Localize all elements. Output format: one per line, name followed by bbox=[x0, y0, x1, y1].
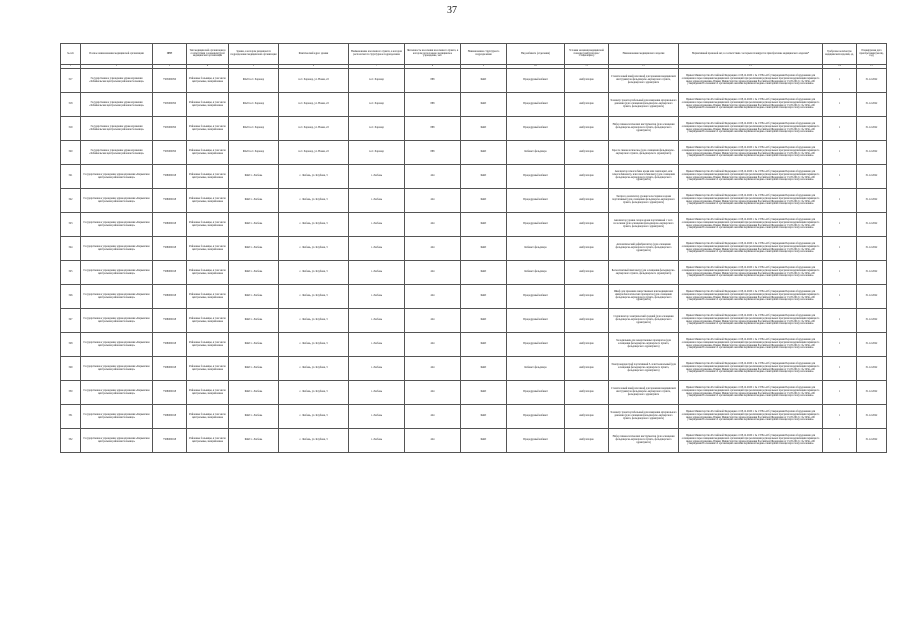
subdivision-cell: ФАП bbox=[461, 213, 507, 237]
population-cell: 424 bbox=[405, 405, 461, 429]
care-conditions-cell: Амбулаторно bbox=[565, 237, 609, 261]
inn-cell: 7505000050 bbox=[153, 117, 187, 141]
planned-date-cell: 31.12.2022 bbox=[857, 381, 887, 405]
quantity-cell: 1 bbox=[823, 357, 857, 381]
inn-cell: 7508000018 bbox=[153, 357, 187, 381]
legal-act-cell: Приказ Министерства Российской Федерации от 08.12.2020 г. № 1378н «Об утверждении Перечня оборудования для оснащения и переоснащения медицинских организаций при реализации региональных программ модернизации первичного звена здравоохранения» Приказ Министерства здравоохранения Российской Федерации от 15.05.2012 г. № 543н «Об утверждении Положения об организации оказания первичной медико-санитарной помощи взрослому населению» bbox=[679, 333, 823, 357]
table-row bbox=[61, 189, 887, 213]
care-conditions-cell: Амбулаторно bbox=[565, 189, 609, 213]
inn-cell: 7508000018 bbox=[153, 405, 187, 429]
column-number: 10 bbox=[507, 65, 565, 69]
organization-type-cell: Районные больницы, в том числе центральные, межрайонные bbox=[187, 141, 229, 165]
population-cell: 424 bbox=[405, 357, 461, 381]
subdivision-cell: ФАП bbox=[461, 309, 507, 333]
column-number: 3 bbox=[153, 65, 187, 69]
column-header: Наименование населенного пункта, в котором располагается структурное подразделение bbox=[349, 44, 405, 65]
organization-type-cell: Районные больницы, в том числе центральные, межрайонные bbox=[187, 69, 229, 93]
device-name-cell: Набор гинекологических инструментов (для оснащения фельдшерско-акушерского пункта, фельдшерского здравпункта) bbox=[609, 429, 679, 453]
device-name-cell: Стоматоловый шкаф или шкаф для хранения медицинских инструментов фельдшерско-акушерского пункта, фельдшерского здравпункта bbox=[609, 69, 679, 93]
settlement-cell: с. Любовь bbox=[349, 429, 405, 453]
organization-name-cell: Государственное учреждение здравоохранения «Карымская центральная районная больница» bbox=[81, 189, 153, 213]
settlement-cell: с. Любовь bbox=[349, 285, 405, 309]
population-cell: 424 bbox=[405, 285, 461, 309]
legal-act-cell: Приказ Министерства Российской Федерации от 08.12.2020 г. № 1378н «Об утверждении Перечня оборудования для оснащения и переоснащения медицинских организаций при реализации региональных программ модернизации первичного звена здравоохранения» Приказ Министерства здравоохранения Российской Федерации от 15.05.2012 г. № 543н «Об утверждении Положения об организации оказания первичной медико-санитарной помощи взрослому населению» bbox=[679, 117, 823, 141]
organization-type-cell: Районные больницы, в том числе центральные, межрайонные bbox=[187, 381, 229, 405]
settlement-cell: с. Любовь bbox=[349, 165, 405, 189]
table-row bbox=[61, 285, 887, 309]
subdivision-cell: ФАП bbox=[461, 261, 507, 285]
care-conditions-cell: Амбулаторно bbox=[565, 141, 609, 165]
organization-type-cell: Районные больницы, в том числе центральные, межрайонные bbox=[187, 165, 229, 189]
building-cell: ФАП с. Любовь bbox=[229, 285, 279, 309]
planned-date-cell: 31.12.2022 bbox=[857, 189, 887, 213]
cabinet-type-cell: Процедурный кабинет bbox=[507, 429, 565, 453]
subdivision-cell: ФАП bbox=[461, 117, 507, 141]
inn-cell: 7508000018 bbox=[153, 261, 187, 285]
row-number-cell: 325 bbox=[61, 261, 81, 285]
column-header: Условия оказания медицинской помощи (Амбулаторно/Стационарно) bbox=[565, 44, 609, 65]
cabinet-type-cell: Кабинет фельдшера bbox=[507, 237, 565, 261]
device-name-cell: Анализатор гемоглобина крови или гематокрит, или гемоглобинометр, или гемоглобинометр (для оснащения фельдшерско-акушерского пункта, фельдшерского здравпункта) bbox=[609, 165, 679, 189]
address-cell: п.ст. Харанор, ул. Новая, 22 bbox=[279, 141, 349, 165]
planned-date-cell: 31.12.2022 bbox=[857, 405, 887, 429]
column-header: Наименование медицинского изделия bbox=[609, 44, 679, 65]
cabinet-type-cell: Процедурный кабинет bbox=[507, 333, 565, 357]
planned-date-cell: 31.12.2022 bbox=[857, 213, 887, 237]
address-cell: п.ст. Харанор, ул. Новая, 22 bbox=[279, 117, 349, 141]
cabinet-type-cell: Процедурный кабинет bbox=[507, 69, 565, 93]
column-header: Требуемое количество медицинских изделий, ед. bbox=[823, 44, 857, 65]
row-number-cell: 320 bbox=[61, 141, 81, 165]
legal-act-cell: Приказ Министерства Российской Федерации от 08.12.2020 г. № 1378н «Об утверждении Перечня оборудования для оснащения и переоснащения медицинских организаций при реализации региональных программ модернизации первичного звена здравоохранения» Приказ Министерства здравоохранения Российской Федерации от 15.05.2012 г. № 543н «Об утверждении Положения об организации оказания первичной медико-санитарной помощи взрослому населению» bbox=[679, 189, 823, 213]
cabinet-type-cell: Процедурный кабинет bbox=[507, 381, 565, 405]
column-number: 6 bbox=[279, 65, 349, 69]
legal-act-cell: Приказ Министерства Российской Федерации от 08.12.2020 г. № 1378н «Об утверждении Перечня оборудования для оснащения и переоснащения медицинских организаций при реализации региональных программ модернизации первичного звена здравоохранения» Приказ Министерства здравоохранения Российской Федерации от 15.05.2012 г. № 543н «Об утверждении Положения об организации оказания первичной медико-санитарной помощи взрослому населению» bbox=[679, 93, 823, 117]
inn-cell: 7508000018 bbox=[153, 309, 187, 333]
quantity-cell: 1 bbox=[823, 93, 857, 117]
address-cell: п.ст. Харанор, ул. Новая, 22 bbox=[279, 93, 349, 117]
column-header: Нормативный правовой акт, в соответствии с которым планируется приобретение медицинского изделия* bbox=[679, 44, 823, 65]
organization-name-cell: Государственное учреждение здравоохранения «Карымская центральная районная больница» bbox=[81, 285, 153, 309]
table-row bbox=[61, 429, 887, 453]
cabinet-type-cell: Кабинет фельдшера bbox=[507, 357, 565, 381]
building-cell: ФАП п.ст. Харанор bbox=[229, 69, 279, 93]
settlement-cell: с. Любовь bbox=[349, 213, 405, 237]
address-cell: с. Любовь, ул. Клубная, 3 bbox=[279, 357, 349, 381]
planned-date-cell: 31.12.2022 bbox=[857, 357, 887, 381]
care-conditions-cell: Амбулаторно bbox=[565, 309, 609, 333]
organization-name-cell: Государственное учреждение здравоохранения «Карымская центральная районная больница» bbox=[81, 165, 153, 189]
settlement-cell: п.ст. Харанор bbox=[349, 93, 405, 117]
quantity-cell: 1 bbox=[823, 405, 857, 429]
address-cell: с. Любовь, ул. Клубная, 3 bbox=[279, 261, 349, 285]
building-cell: ФАП п.ст. Харанор bbox=[229, 117, 279, 141]
row-number-cell: 322 bbox=[61, 189, 81, 213]
building-cell: ФАП с. Любовь bbox=[229, 429, 279, 453]
address-cell: с. Любовь, ул. Клубная, 3 bbox=[279, 213, 349, 237]
planned-date-cell: 31.12.2022 bbox=[857, 429, 887, 453]
settlement-cell: с. Любовь bbox=[349, 357, 405, 381]
population-cell: 424 bbox=[405, 381, 461, 405]
column-number: 2 bbox=[81, 65, 153, 69]
organization-type-cell: Районные больницы, в том числе центральные, межрайонные bbox=[187, 333, 229, 357]
device-name-cell: Стерилизатор электрический средний (для оснащения фельдшерско-акушерского пункта, фельдшерского здравпункта) bbox=[609, 309, 679, 333]
cabinet-type-cell: Процедурный кабинет bbox=[507, 405, 565, 429]
inn-cell: 7505000050 bbox=[153, 69, 187, 93]
building-cell: ФАП с. Любовь bbox=[229, 237, 279, 261]
legal-act-cell: Приказ Министерства Российской Федерации от 08.12.2020 г. № 1378н «Об утверждении Перечня оборудования для оснащения и переоснащения медицинских организаций при реализации региональных программ модернизации первичного звена здравоохранения» Приказ Министерства здравоохранения Российской Федерации от 15.05.2012 г. № 543н «Об утверждении Положения об организации оказания первичной медико-санитарной помощи взрослому населению» bbox=[679, 309, 823, 333]
organization-name-cell: Государственное учреждение здравоохранения «Забайкальская центральная районная больница» bbox=[81, 117, 153, 141]
population-cell: 424 bbox=[405, 333, 461, 357]
organization-name-cell: Государственное учреждение здравоохранения «Карымская центральная районная больница» bbox=[81, 261, 153, 285]
organization-name-cell: Государственное учреждение здравоохранения «Карымская центральная районная больница» bbox=[81, 405, 153, 429]
cabinet-type-cell: Кабинет фельдшера bbox=[507, 261, 565, 285]
quantity-cell: 1 bbox=[823, 285, 857, 309]
legal-act-cell: Приказ Министерства Российской Федерации от 08.12.2020 г. № 1378н «Об утверждении Перечня оборудования для оснащения и переоснащения медицинских организаций при реализации региональных программ модернизации первичного звена здравоохранения» Приказ Министерства здравоохранения Российской Федерации от 15.05.2012 г. № 543н «Об утверждении Положения об организации оказания первичной медико-санитарной помощи взрослому населению» bbox=[679, 141, 823, 165]
inn-cell: 7508000018 bbox=[153, 333, 187, 357]
quantity-cell: 1 bbox=[823, 165, 857, 189]
population-cell: 424 bbox=[405, 189, 461, 213]
quantity-cell: 1 bbox=[823, 429, 857, 453]
address-cell: с. Любовь, ул. Клубная, 3 bbox=[279, 333, 349, 357]
inn-cell: 7508000018 bbox=[153, 213, 187, 237]
subdivision-cell: ФАП bbox=[461, 405, 507, 429]
table-row bbox=[61, 309, 887, 333]
inn-cell: 7508000018 bbox=[153, 189, 187, 213]
table-row bbox=[61, 117, 887, 141]
row-number-cell: 331 bbox=[61, 405, 81, 429]
care-conditions-cell: Амбулаторно bbox=[565, 357, 609, 381]
inn-cell: 7508000018 bbox=[153, 165, 187, 189]
organization-type-cell: Районные больницы, в том числе центральные, межрайонные bbox=[187, 213, 229, 237]
organization-type-cell: Районные больницы, в том числе центральные, межрайонные bbox=[187, 405, 229, 429]
planned-date-cell: 31.12.2022 bbox=[857, 285, 887, 309]
address-cell: с. Любовь, ул. Клубная, 3 bbox=[279, 381, 349, 405]
care-conditions-cell: Амбулаторно bbox=[565, 405, 609, 429]
cabinet-type-cell: Процедурный кабинет bbox=[507, 165, 565, 189]
header-row bbox=[61, 44, 887, 65]
care-conditions-cell: Амбулаторно bbox=[565, 69, 609, 93]
cabinet-type-cell: Процедурный кабинет bbox=[507, 189, 565, 213]
inn-cell: 7508000018 bbox=[153, 429, 187, 453]
building-cell: ФАП с. Любовь bbox=[229, 309, 279, 333]
settlement-cell: с. Любовь bbox=[349, 333, 405, 357]
legal-act-cell: Приказ Министерства Российской Федерации от 08.12.2020 г. № 1378н «Об утверждении Перечня оборудования для оснащения и переоснащения медицинских организаций при реализации региональных программ модернизации первичного звена здравоохранения» Приказ Министерства здравоохранения Российской Федерации от 15.05.2012 г. № 543н «Об утверждении Положения об организации оказания первичной медико-санитарной помощи взрослому населению» bbox=[679, 237, 823, 261]
building-cell: ФАП с. Любовь bbox=[229, 357, 279, 381]
planned-date-cell: 31.12.2022 bbox=[857, 141, 887, 165]
inn-cell: 7508000018 bbox=[153, 237, 187, 261]
inn-cell: 7505000050 bbox=[153, 141, 187, 165]
column-header: ИНН bbox=[153, 44, 187, 65]
column-number: 12 bbox=[609, 65, 679, 69]
device-name-cell: Анализатор уровня сахара крови портативный с тест-полосками (для оснащения фельдшерско-акушерского пункта, фельдшерского здравпункта) bbox=[609, 213, 679, 237]
legal-act-cell: Приказ Министерства Российской Федерации от 08.12.2020 г. № 1378н «Об утверждении Перечня оборудования для оснащения и переоснащения медицинских организаций при реализации региональных программ модернизации первичного звена здравоохранения» Приказ Министерства здравоохранения Российской Федерации от 15.05.2012 г. № 543н «Об утверждении Положения об организации оказания первичной медико-санитарной помощи взрослому населению» bbox=[679, 69, 823, 93]
subdivision-cell: ФАП bbox=[461, 429, 507, 453]
settlement-cell: с. Любовь bbox=[349, 381, 405, 405]
quantity-cell: 1 bbox=[823, 69, 857, 93]
subdivision-cell: ФАП bbox=[461, 189, 507, 213]
organization-name-cell: Государственное учреждение здравоохранения «Карымская центральная районная больница» bbox=[81, 309, 153, 333]
table-row bbox=[61, 357, 887, 381]
table-row bbox=[61, 261, 887, 285]
care-conditions-cell: Амбулаторно bbox=[565, 213, 609, 237]
subdivision-cell: ФАП bbox=[461, 165, 507, 189]
row-number-cell: 321 bbox=[61, 165, 81, 189]
address-cell: с. Любовь, ул. Клубная, 3 bbox=[279, 405, 349, 429]
legal-act-cell: Приказ Министерства Российской Федерации от 08.12.2020 г. № 1378н «Об утверждении Перечня оборудования для оснащения и переоснащения медицинских организаций при реализации региональных программ модернизации первичного звена здравоохранения» Приказ Министерства здравоохранения Российской Федерации от 15.05.2012 г. № 543н «Об утверждении Положения об организации оказания первичной медико-санитарной помощи взрослому населению» bbox=[679, 357, 823, 381]
table-row bbox=[61, 333, 887, 357]
row-number-cell: 324 bbox=[61, 237, 81, 261]
device-name-cell: Набор гинекологических инструментов (для оснащения фельдшерско-акушерского пункта, фельдшерского здравпункта) bbox=[609, 117, 679, 141]
organization-name-cell: Государственное учреждение здравоохранения «Забайкальская центральная районная больница» bbox=[81, 69, 153, 93]
table-row bbox=[61, 93, 887, 117]
subdivision-cell: ФАП bbox=[461, 333, 507, 357]
row-number-cell: 317 bbox=[61, 69, 81, 93]
settlement-cell: п.ст. Харанор bbox=[349, 141, 405, 165]
column-number: 9 bbox=[461, 65, 507, 69]
settlement-cell: с. Любовь bbox=[349, 237, 405, 261]
column-header: Численность населения населенного пункта, в котором расположено медицинское учреждение, чел. bbox=[405, 44, 461, 65]
row-number-cell: 327 bbox=[61, 309, 81, 333]
settlement-cell: п.ст. Харанор bbox=[349, 117, 405, 141]
page-number: 37 bbox=[447, 5, 457, 16]
care-conditions-cell: Амбулаторно bbox=[565, 93, 609, 117]
population-cell: 424 bbox=[405, 309, 461, 333]
column-header: Планируемая дата приобретения (месяц, год) bbox=[857, 44, 887, 65]
row-number-cell: 319 bbox=[61, 117, 81, 141]
population-cell: 888 bbox=[405, 117, 461, 141]
population-cell: 424 bbox=[405, 261, 461, 285]
settlement-cell: с. Любовь bbox=[349, 261, 405, 285]
address-cell: с. Любовь, ул. Клубная, 3 bbox=[279, 165, 349, 189]
column-header: Фактический адрес здания bbox=[279, 44, 349, 65]
column-header: Полное наименование медицинской организации bbox=[81, 44, 153, 65]
quantity-cell: 1 bbox=[823, 309, 857, 333]
table-row bbox=[61, 141, 887, 165]
organization-type-cell: Районные больницы, в том числе центральные, межрайонные bbox=[187, 357, 229, 381]
table-row bbox=[61, 405, 887, 429]
row-number-cell: 332 bbox=[61, 429, 81, 453]
planned-date-cell: 31.12.2022 bbox=[857, 309, 887, 333]
row-number-cell: 329 bbox=[61, 357, 81, 381]
table-row bbox=[61, 381, 887, 405]
organization-type-cell: Районные больницы, в том числе центральные, межрайонные bbox=[187, 309, 229, 333]
table-row bbox=[61, 213, 887, 237]
organization-type-cell: Районные больницы, в том числе центральные, межрайонные bbox=[187, 237, 229, 261]
population-cell: 424 bbox=[405, 429, 461, 453]
cabinet-type-cell: Кабинет фельдшера bbox=[507, 141, 565, 165]
legal-act-cell: Приказ Министерства Российской Федерации от 08.12.2020 г. № 1378н «Об утверждении Перечня оборудования для оснащения и переоснащения медицинских организаций при реализации региональных программ модернизации первичного звена здравоохранения» Приказ Министерства здравоохранения Российской Федерации от 15.05.2012 г. № 543н «Об утверждении Положения об организации оказания первичной медико-санитарной помощи взрослому населению» bbox=[679, 285, 823, 309]
address-cell: с. Любовь, ул. Клубная, 3 bbox=[279, 285, 349, 309]
organization-name-cell: Государственное учреждение здравоохранения «Карымская центральная районная больница» bbox=[81, 237, 153, 261]
organization-name-cell: Государственное учреждение здравоохранения «Забайкальская центральная районная больница» bbox=[81, 141, 153, 165]
planned-date-cell: 31.12.2022 bbox=[857, 261, 887, 285]
column-header: Наименование структурного подразделения bbox=[461, 44, 507, 65]
building-cell: ФАП с. Любовь bbox=[229, 189, 279, 213]
legal-act-cell: Приказ Министерства Российской Федерации от 08.12.2020 г. № 1378н «Об утверждении Перечня оборудования для оснащения и переоснащения медицинских организаций при реализации региональных программ модернизации первичного звена здравоохранения» Приказ Министерства здравоохранения Российской Федерации от 15.05.2012 г. № 543н «Об утверждении Положения об организации оказания первичной медико-санитарной помощи взрослому населению» bbox=[679, 429, 823, 453]
device-name-cell: Тонометр транспортабельный для измерения артериального давления (для оснащения фельдшерско-акушерского пункта, фельдшерского здравпункта) bbox=[609, 93, 679, 117]
address-cell: с. Любовь, ул. Клубная, 3 bbox=[279, 309, 349, 333]
address-cell: с. Любовь, ул. Клубная, 3 bbox=[279, 429, 349, 453]
population-cell: 888 bbox=[405, 69, 461, 93]
cabinet-type-cell: Процедурный кабинет bbox=[507, 117, 565, 141]
care-conditions-cell: Амбулаторно bbox=[565, 333, 609, 357]
organization-type-cell: Районные больницы, в том числе центральные, межрайонные bbox=[187, 261, 229, 285]
row-number-cell: 323 bbox=[61, 213, 81, 237]
planned-date-cell: 31.12.2022 bbox=[857, 165, 887, 189]
legal-act-cell: Приказ Министерства Российской Федерации от 08.12.2020 г. № 1378н «Об утверждении Перечня оборудования для оснащения и переоснащения медицинских организаций при реализации региональных программ модернизации первичного звена здравоохранения» Приказ Министерства здравоохранения Российской Федерации от 15.05.2012 г. № 543н «Об утверждении Положения об организации оказания первичной медико-санитарной помощи взрослому населению» bbox=[679, 381, 823, 405]
planned-date-cell: 31.12.2022 bbox=[857, 69, 887, 93]
column-header: Вид кабинета (отделения) bbox=[507, 44, 565, 65]
subdivision-cell: ФАП bbox=[461, 69, 507, 93]
population-cell: 888 bbox=[405, 93, 461, 117]
column-number: 7 bbox=[349, 65, 405, 69]
building-cell: ФАП с. Любовь bbox=[229, 165, 279, 189]
subdivision-cell: ФАП bbox=[461, 141, 507, 165]
population-cell: 424 bbox=[405, 213, 461, 237]
column-number: 5 bbox=[229, 65, 279, 69]
legal-act-cell: Приказ Министерства Российской Федерации от 08.12.2020 г. № 1378н «Об утверждении Перечня оборудования для оснащения и переоснащения медицинских организаций при реализации региональных программ модернизации первичного звена здравоохранения» Приказ Министерства здравоохранения Российской Федерации от 15.05.2012 г. № 543н «Об утверждении Положения об организации оказания первичной медико-санитарной помощи взрослому населению» bbox=[679, 165, 823, 189]
row-number-cell: 318 bbox=[61, 93, 81, 117]
subdivision-cell: ФАП bbox=[461, 285, 507, 309]
cabinet-type-cell: Процедурный кабинет bbox=[507, 309, 565, 333]
organization-name-cell: Государственное учреждение здравоохранения «Карымская центральная районная больница» bbox=[81, 429, 153, 453]
device-name-cell: Тонометр транспортабельный для измерения артериального давления (для оснащения фельдшерско-акушерского пункта, фельдшерского здравпункта) bbox=[609, 405, 679, 429]
care-conditions-cell: Амбулаторно bbox=[565, 165, 609, 189]
device-name-cell: Шкаф для хранения лекарственных или медицинских иммунобиологических препаратов (для оснащения фельдшерско-акушерского пункта, фельдшерского здравпункта) bbox=[609, 285, 679, 309]
population-cell: 888 bbox=[405, 141, 461, 165]
column-number: 1 bbox=[61, 65, 81, 69]
organization-name-cell: Государственное учреждение здравоохранения «Карымская центральная районная больница» bbox=[81, 213, 153, 237]
building-cell: ФАП с. Любовь bbox=[229, 405, 279, 429]
device-name-cell: Автоматический дефибриллятор (для оснащения фельдшерско-акушерского пункта, фельдшерского здравпункта) bbox=[609, 237, 679, 261]
organization-type-cell: Районные больницы, в том числе центральные, межрайонные bbox=[187, 285, 229, 309]
subdivision-cell: ФАП bbox=[461, 237, 507, 261]
table-row bbox=[61, 237, 887, 261]
device-name-cell: Холодильник для лекарственных препаратов (для оснащения фельдшерско-акушерского пункта, фельдшерского здравпункта) bbox=[609, 333, 679, 357]
building-cell: ФАП п.ст. Харанор bbox=[229, 93, 279, 117]
column-header: № п/п bbox=[61, 44, 81, 65]
organization-name-cell: Государственное учреждение здравоохранения «Карымская центральная районная больница» bbox=[81, 381, 153, 405]
building-cell: ФАП с. Любовь bbox=[229, 381, 279, 405]
population-cell: 424 bbox=[405, 165, 461, 189]
device-name-cell: Электрокардиограф портативный 3- или 6-канальный (для оснащения фельдшерско-акушерского пункта, фельдшерского здравпункта) bbox=[609, 357, 679, 381]
device-name-cell: Кресло гинекологическое (для оснащения фельдшерско-акушерского пункта, фельдшерского здравпункта) bbox=[609, 141, 679, 165]
quantity-cell: 1 bbox=[823, 381, 857, 405]
planned-date-cell: 31.12.2022 bbox=[857, 93, 887, 117]
device-name-cell: Стоматоловый шкаф или шкаф для хранения медицинских инструментов фельдшерско-акушерского пункта, фельдшерского здравпункта bbox=[609, 381, 679, 405]
subdivision-cell: ФАП bbox=[461, 381, 507, 405]
planned-date-cell: 31.12.2022 bbox=[857, 117, 887, 141]
planned-date-cell: 31.12.2022 bbox=[857, 237, 887, 261]
care-conditions-cell: Амбулаторно bbox=[565, 285, 609, 309]
quantity-cell: 1 bbox=[823, 333, 857, 357]
building-cell: ФАП с. Любовь bbox=[229, 261, 279, 285]
table-row bbox=[61, 69, 887, 93]
planned-date-cell: 31.12.2022 bbox=[857, 333, 887, 357]
settlement-cell: с. Любовь bbox=[349, 189, 405, 213]
row-number-cell: 330 bbox=[61, 381, 81, 405]
row-number-cell: 326 bbox=[61, 285, 81, 309]
column-number: 15 bbox=[857, 65, 887, 69]
care-conditions-cell: Амбулаторно bbox=[565, 381, 609, 405]
inn-cell: 7505000050 bbox=[153, 93, 187, 117]
column-number: 8 bbox=[405, 65, 461, 69]
care-conditions-cell: Амбулаторно bbox=[565, 261, 609, 285]
cabinet-type-cell: Процедурный кабинет bbox=[507, 285, 565, 309]
inn-cell: 7508000018 bbox=[153, 381, 187, 405]
row-number-cell: 328 bbox=[61, 333, 81, 357]
cabinet-type-cell: Процедурный кабинет bbox=[507, 93, 565, 117]
address-cell: с. Любовь, ул. Клубная, 3 bbox=[279, 189, 349, 213]
column-number: 13 bbox=[679, 65, 823, 69]
subdivision-cell: ФАП bbox=[461, 357, 507, 381]
legal-act-cell: Приказ Министерства Российской Федерации от 08.12.2020 г. № 1378н «Об утверждении Перечня оборудования для оснащения и переоснащения медицинских организаций при реализации региональных программ модернизации первичного звена здравоохранения» Приказ Министерства здравоохранения Российской Федерации от 15.05.2012 г. № 543н «Об утверждении Положения об организации оказания первичной медико-санитарной помощи взрослому населению» bbox=[679, 213, 823, 237]
organization-type-cell: Районные больницы, в том числе центральные, межрайонные bbox=[187, 429, 229, 453]
organization-type-cell: Районные больницы, в том числе центральные, межрайонные bbox=[187, 93, 229, 117]
device-name-cell: Экспресс-анализатор уровня холестерина в крови портативный (для оснащения фельдшерско-акушерского пункта, фельдшерского здравпункта) bbox=[609, 189, 679, 213]
organization-type-cell: Районные больницы, в том числе центральные, межрайонные bbox=[187, 117, 229, 141]
settlement-cell: с. Любовь bbox=[349, 405, 405, 429]
address-cell: с. Любовь, ул. Клубная, 3 bbox=[279, 237, 349, 261]
building-cell: ФАП с. Любовь bbox=[229, 213, 279, 237]
building-cell: ФАП с. Любовь bbox=[229, 333, 279, 357]
cabinet-type-cell: Процедурный кабинет bbox=[507, 213, 565, 237]
table-body bbox=[61, 69, 887, 453]
table-header bbox=[61, 44, 887, 69]
quantity-cell: 1 bbox=[823, 189, 857, 213]
column-header: Здание, в котором размещается подразделение медицинской организации bbox=[229, 44, 279, 65]
organization-name-cell: Государственное учреждение здравоохранения «Забайкальская центральная районная больница» bbox=[81, 93, 153, 117]
organization-name-cell: Государственное учреждение здравоохранения «Карымская центральная районная больница» bbox=[81, 357, 153, 381]
legal-act-cell: Приказ Министерства Российской Федерации от 08.12.2020 г. № 1378н «Об утверждении Перечня оборудования для оснащения и переоснащения медицинских организаций при реализации региональных программ модернизации первичного звена здравоохранения» Приказ Министерства здравоохранения Российской Федерации от 15.05.2012 г. № 543н «Об утверждении Положения об организации оказания первичной медико-санитарной помощи взрослому населению» bbox=[679, 261, 823, 285]
care-conditions-cell: Амбулаторно bbox=[565, 117, 609, 141]
subdivision-cell: ФАП bbox=[461, 93, 507, 117]
quantity-cell: 1 bbox=[823, 141, 857, 165]
quantity-cell: 1 bbox=[823, 261, 857, 285]
care-conditions-cell: Амбулаторно bbox=[565, 429, 609, 453]
equipment-table bbox=[60, 43, 887, 453]
table-row bbox=[61, 165, 887, 189]
organization-type-cell: Районные больницы, в том числе центральные, межрайонные bbox=[187, 189, 229, 213]
address-cell: п.ст. Харанор, ул. Новая, 22 bbox=[279, 69, 349, 93]
column-number: 14 bbox=[823, 65, 857, 69]
legal-act-cell: Приказ Министерства Российской Федерации от 08.12.2020 г. № 1378н «Об утверждении Перечня оборудования для оснащения и переоснащения медицинских организаций при реализации региональных программ модернизации первичного звена здравоохранения» Приказ Министерства здравоохранения Российской Федерации от 15.05.2012 г. № 543н «Об утверждении Положения об организации оказания первичной медико-санитарной помощи взрослому населению» bbox=[679, 405, 823, 429]
organization-name-cell: Государственное учреждение здравоохранения «Карымская центральная районная больница» bbox=[81, 333, 153, 357]
quantity-cell: 1 bbox=[823, 213, 857, 237]
column-number: 11 bbox=[565, 65, 609, 69]
quantity-cell: 1 bbox=[823, 117, 857, 141]
settlement-cell: с. Любовь bbox=[349, 309, 405, 333]
inn-cell: 7508000018 bbox=[153, 285, 187, 309]
column-number: 4 bbox=[187, 65, 229, 69]
settlement-cell: п.ст. Харанор bbox=[349, 69, 405, 93]
building-cell: ФАП п.ст. Харанор bbox=[229, 141, 279, 165]
population-cell: 424 bbox=[405, 237, 461, 261]
device-name-cell: Бесконтактный пиктометр (для оснащения фельдшерско-акушерского пункта, фельдшерского здравпункта) bbox=[609, 261, 679, 285]
column-header: Тип медицинской организации в соответствии с номенклатурой медицинской организации bbox=[187, 44, 229, 65]
quantity-cell: 1 bbox=[823, 237, 857, 261]
